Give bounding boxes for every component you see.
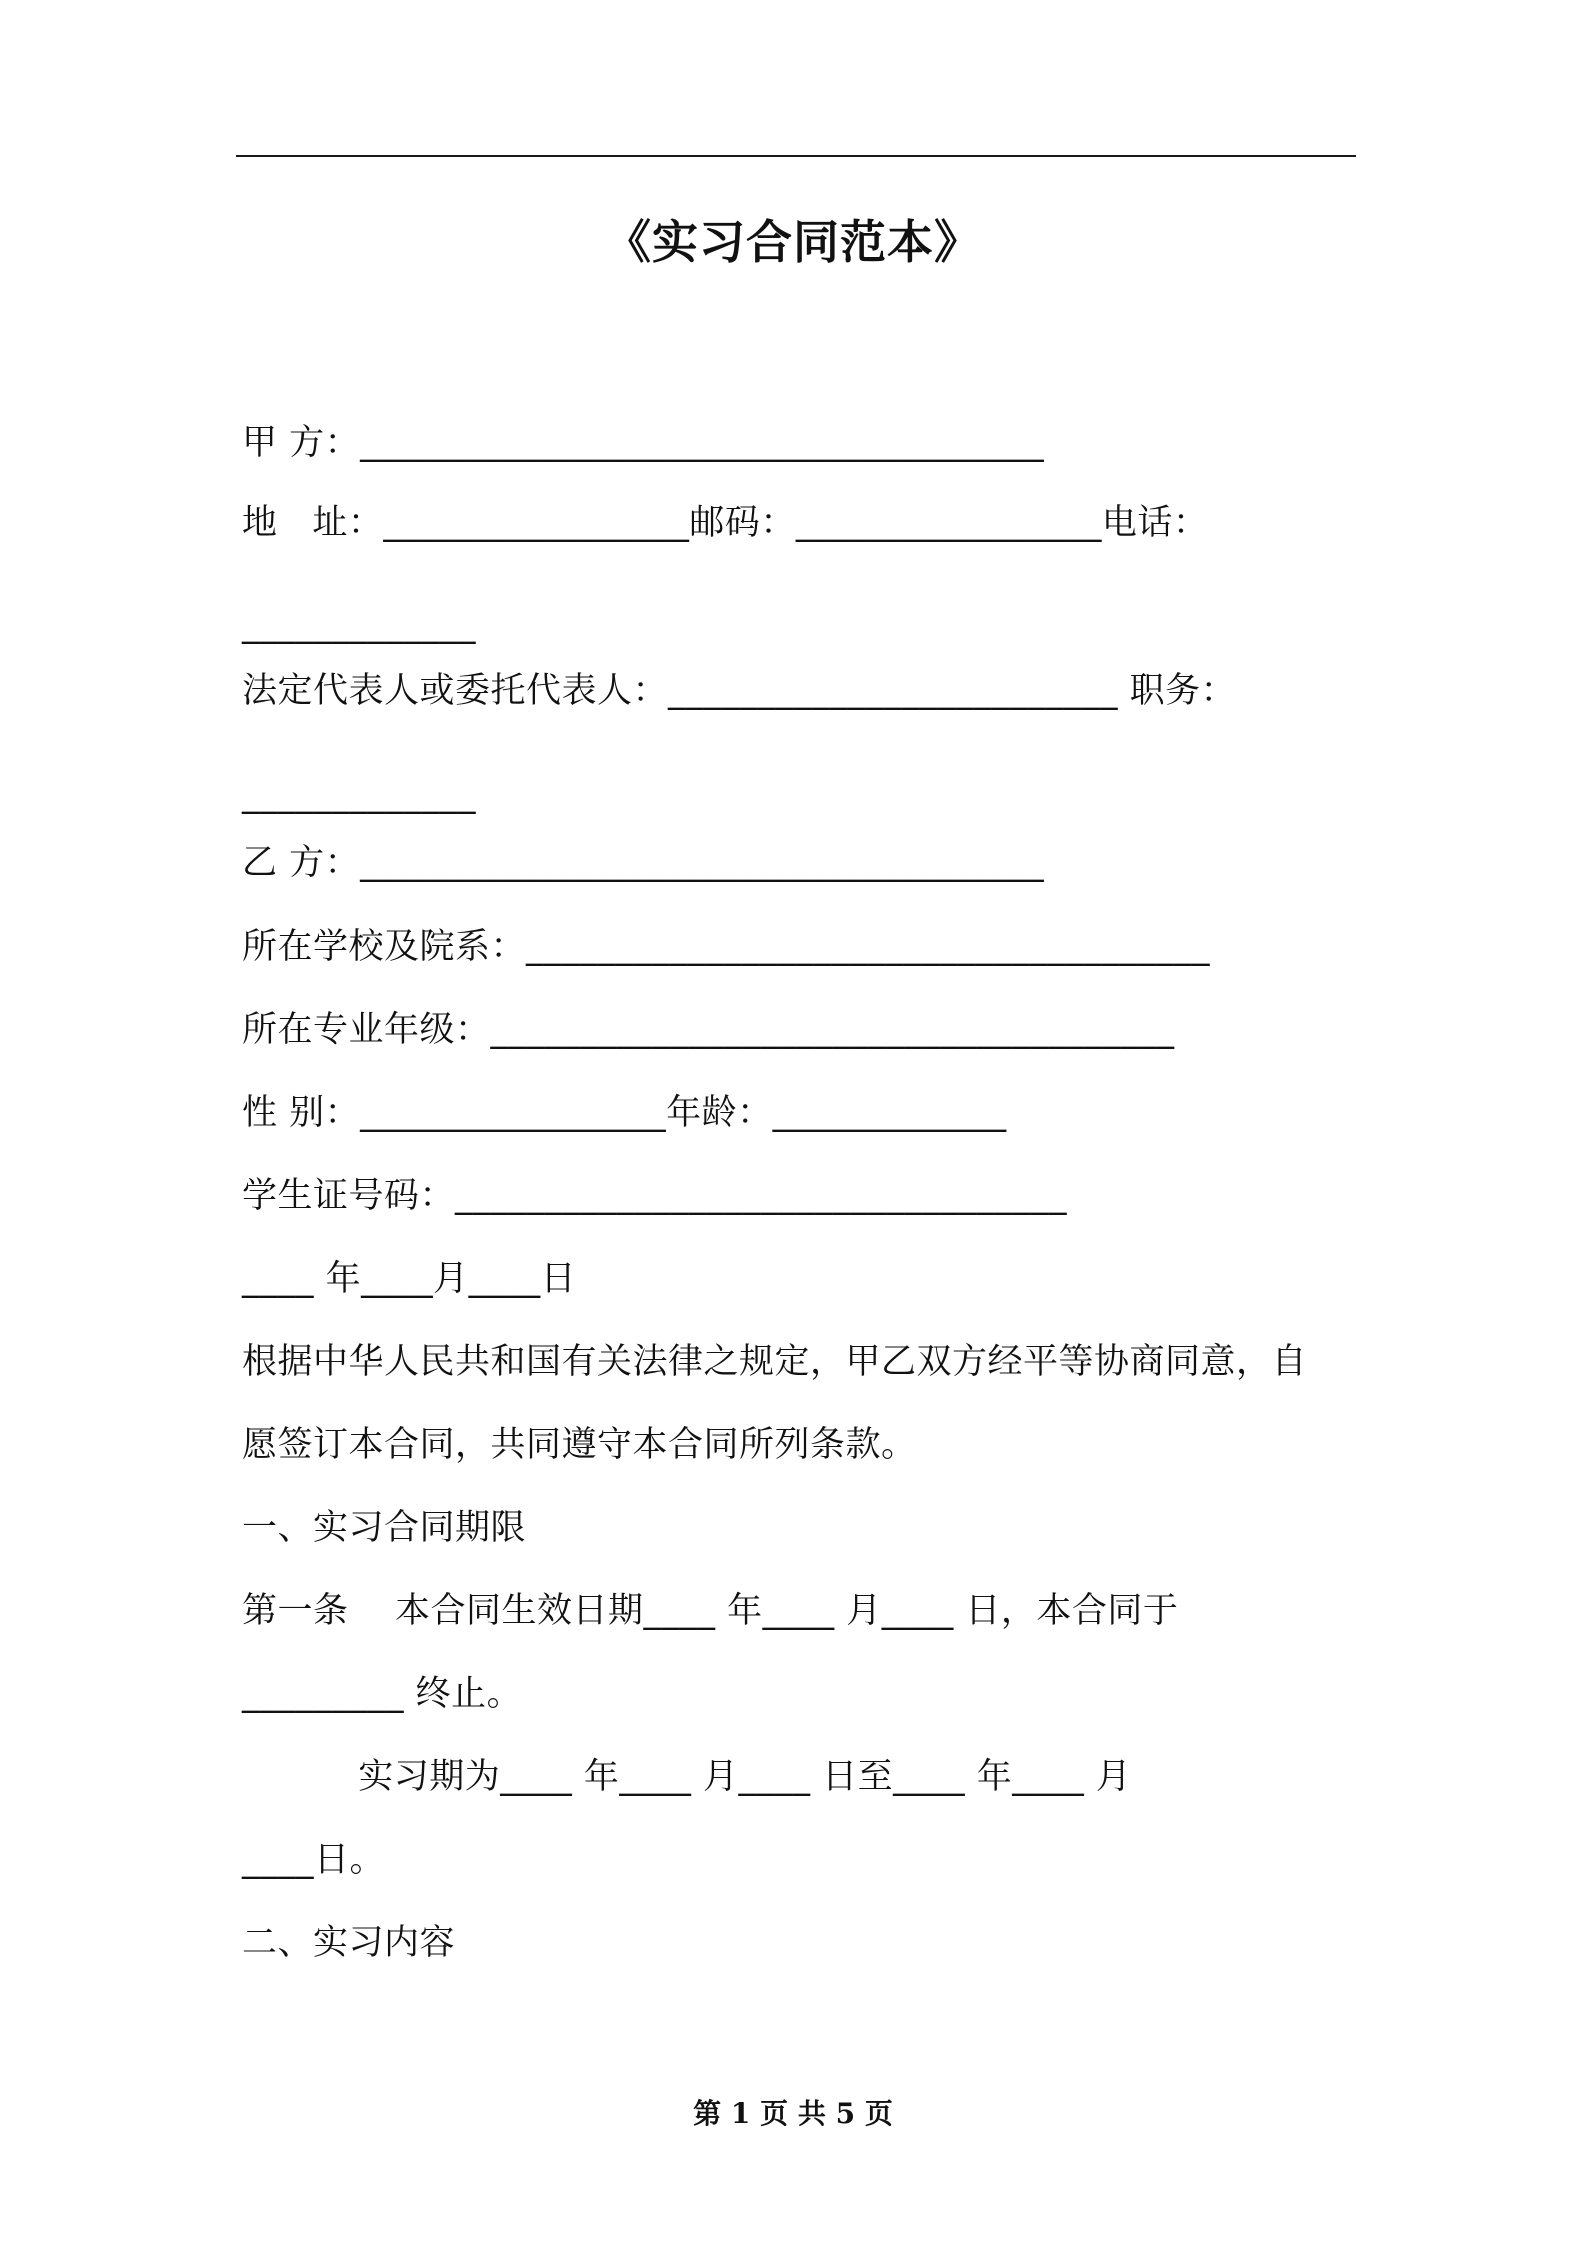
article-1-line-1: 第一条 本合同生效日期____ 年____ 月____ 日，本合同于 bbox=[242, 1591, 1179, 1631]
gender-age-line: 性 别：_________________年龄：_____________ bbox=[242, 1093, 1007, 1133]
preamble-line-2: 愿签订本合同，共同遵守本合同所列条款。 bbox=[242, 1425, 917, 1465]
section-heading-2: 二、实习内容 bbox=[242, 1923, 456, 1963]
school-line: 所在学校及院系：______________________________________ bbox=[242, 927, 1211, 967]
date-line: ____ 年____月____日 bbox=[242, 1259, 577, 1299]
document-title: 《实习合同范本》 bbox=[605, 215, 981, 269]
phone-blank-line: _____________ bbox=[242, 605, 476, 645]
internship-period-line-1: 实习期为____ 年____ 月____ 日至____ 年____ 月 bbox=[242, 1757, 1132, 1797]
section-heading-1: 一、实习合同期限 bbox=[242, 1508, 527, 1548]
internship-period-line-2: ____日。 bbox=[242, 1840, 386, 1880]
major-line: 所在专业年级：______________________________________ bbox=[242, 1010, 1175, 1050]
party-a-line: 甲 方：______________________________________ bbox=[242, 423, 1045, 463]
representative-line: 法定代表人或委托代表人：_________________________ 职务： bbox=[242, 671, 1237, 711]
preamble-line-1: 根据中华人民共和国有关法律之规定，甲乙双方经平等协商同意，自 bbox=[242, 1342, 1308, 1382]
article-1-line-2: _________ 终止。 bbox=[242, 1674, 523, 1714]
address-line: 地 址：_________________邮码：_________________电话： bbox=[242, 503, 1209, 543]
party-b-line: 乙 方：______________________________________ bbox=[242, 843, 1045, 883]
position-blank-line: _____________ bbox=[242, 775, 476, 815]
header-rule bbox=[236, 155, 1356, 157]
page-footer: 第 1 页 共 5 页 bbox=[693, 2097, 893, 2130]
student-id-line: 学生证号码：__________________________________ bbox=[242, 1176, 1068, 1216]
